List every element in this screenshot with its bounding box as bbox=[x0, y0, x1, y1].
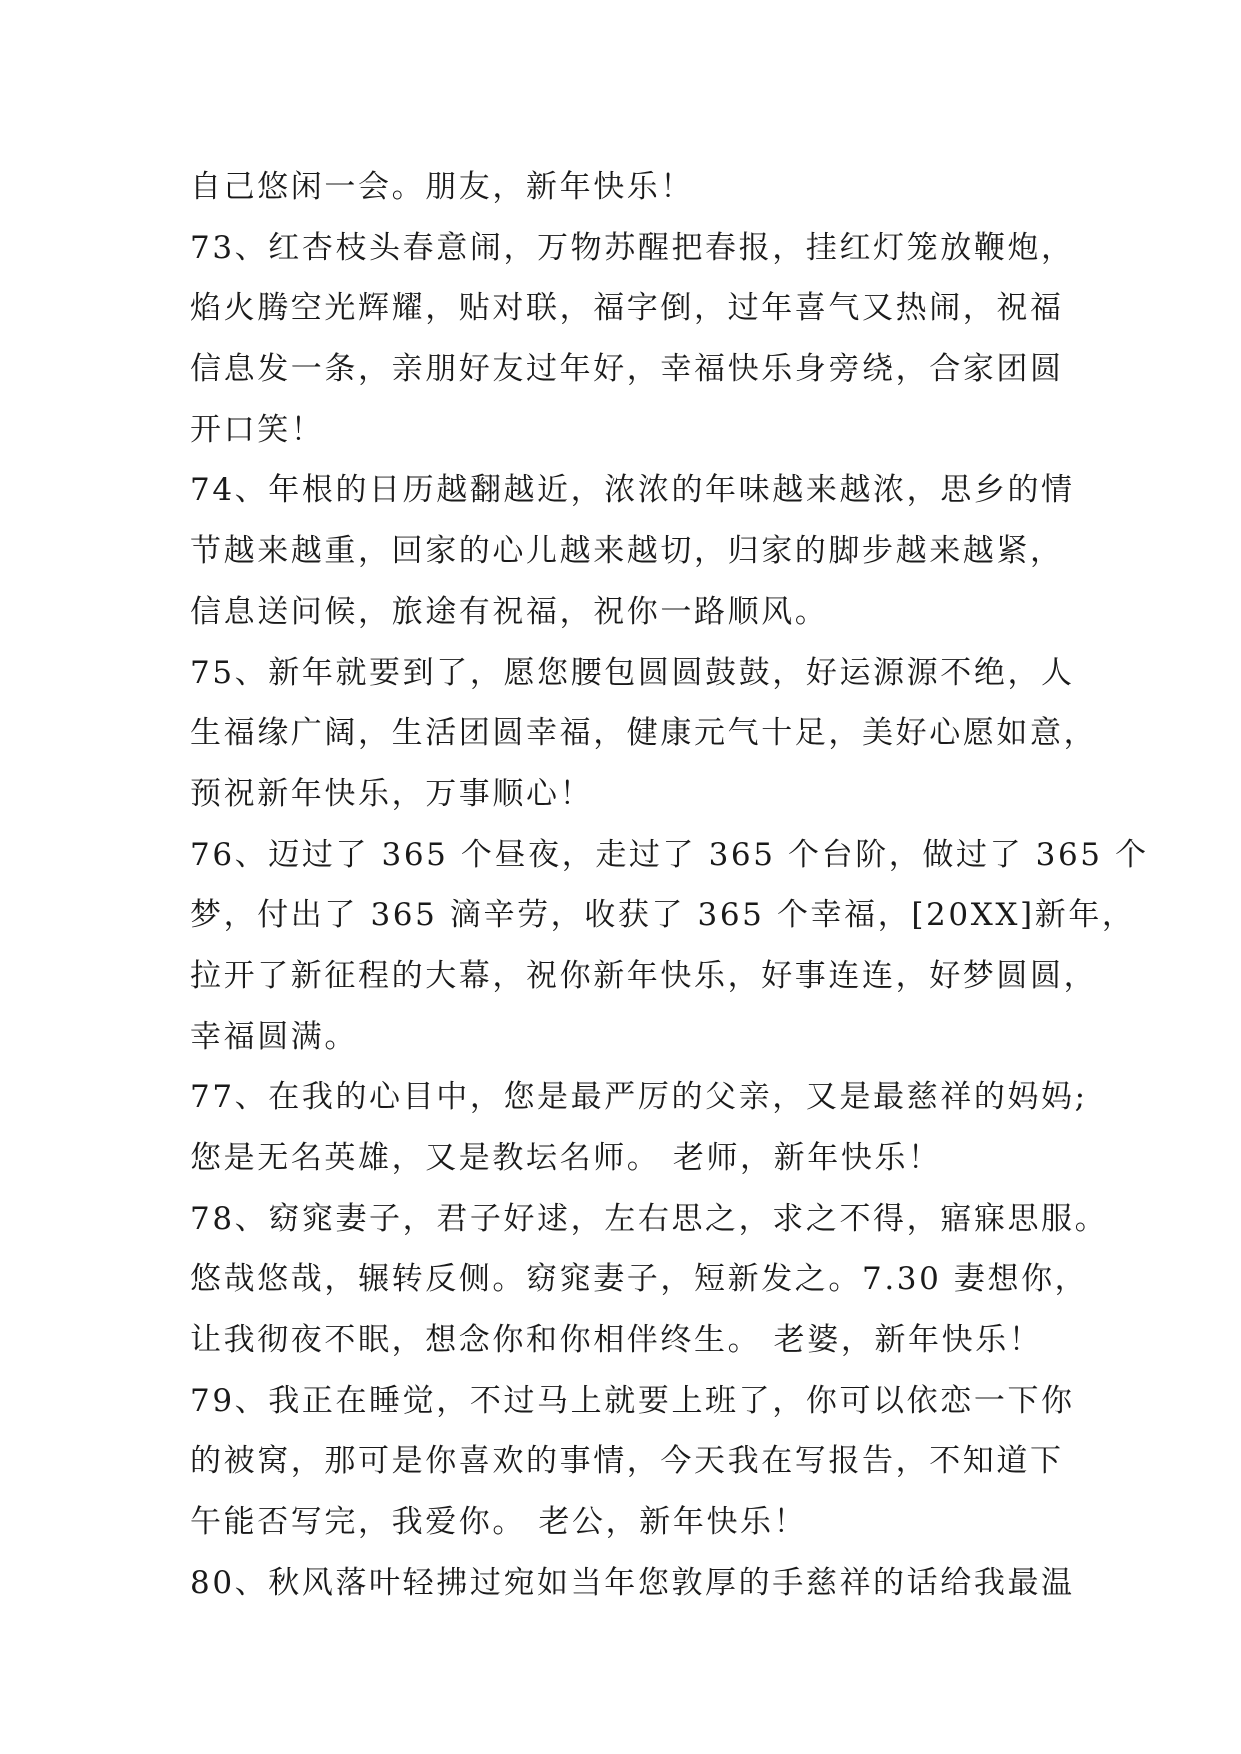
text-line: 80、秋风落叶轻拂过宛如当年您敦厚的手慈祥的话给我最温 bbox=[190, 1564, 1075, 1601]
text-line: 节越来越重，回家的心儿越来越切，归家的脚步越来越紧， bbox=[190, 533, 1064, 570]
text-line: 73、红杏枝头春意闹，万物苏醒把春报，挂红灯笼放鞭炮， bbox=[190, 229, 1075, 266]
text-line: 信息送问候，旅途有祝福，祝你一路顺风。 bbox=[190, 593, 829, 630]
text-line: 自己悠闲一会。朋友，新年快乐！ bbox=[190, 169, 694, 205]
text-line: 的被窝，那可是你喜欢的事情，今天我在写报告，不知道下 bbox=[190, 1443, 1064, 1480]
text-line: 76、迈过了 365 个昼夜，走过了 365 个台阶，做过了 365 个 bbox=[190, 836, 1149, 873]
text-line: 悠哉悠哉，辗转反侧。窈窕妻子，短新发之。7.30 妻想你， bbox=[190, 1261, 1089, 1298]
text-line: 77、在我的心目中，您是最严厉的父亲，又是最慈祥的妈妈; bbox=[190, 1079, 1088, 1116]
text-line: 74、年根的日历越翻越近，浓浓的年味越来越浓，思乡的情 bbox=[190, 472, 1075, 509]
text-line: 幸福圆满。 bbox=[190, 1018, 358, 1055]
text-line: 让我彻夜不眠，想念你和你相伴终生。 老婆，新年快乐！ bbox=[190, 1322, 1043, 1359]
text-line: 75、新年就要到了，愿您腰包圆圆鼓鼓，好运源源不绝，人 bbox=[190, 654, 1075, 691]
text-line: 拉开了新征程的大幕，祝你新年快乐，好事连连，好梦圆圆， bbox=[190, 957, 1098, 994]
text-line: 预祝新年快乐，万事顺心！ bbox=[190, 775, 594, 812]
text-line: 生福缘广阔，生活团圆幸福，健康元气十足，美好心愿如意， bbox=[190, 715, 1098, 752]
text-line: 开口笑！ bbox=[190, 411, 325, 448]
text-line: 梦，付出了 365 滴辛劳，收获了 365 个幸福，[20XX]新年， bbox=[190, 897, 1136, 934]
text-line: 午能否写完，我爱你。 老公，新年快乐！ bbox=[190, 1504, 808, 1541]
text-line: 78、窈窕妻子，君子好逑，左右思之，求之不得，寤寐思服。 bbox=[190, 1200, 1109, 1237]
text-line: 您是无名英雄，又是教坛名师。 老师，新年快乐！ bbox=[190, 1140, 942, 1176]
text-line: 焰火腾空光辉耀，贴对联，福字倒，过年喜气又热闹，祝福 bbox=[190, 290, 1064, 327]
text-line: 信息发一条，亲朋好友过年好，幸福快乐身旁绕，合家团圆 bbox=[190, 351, 1064, 388]
document-body bbox=[190, 157, 1149, 1614]
text-line: 79、我正在睡觉，不过马上就要上班了，你可以依恋一下你 bbox=[190, 1382, 1075, 1419]
